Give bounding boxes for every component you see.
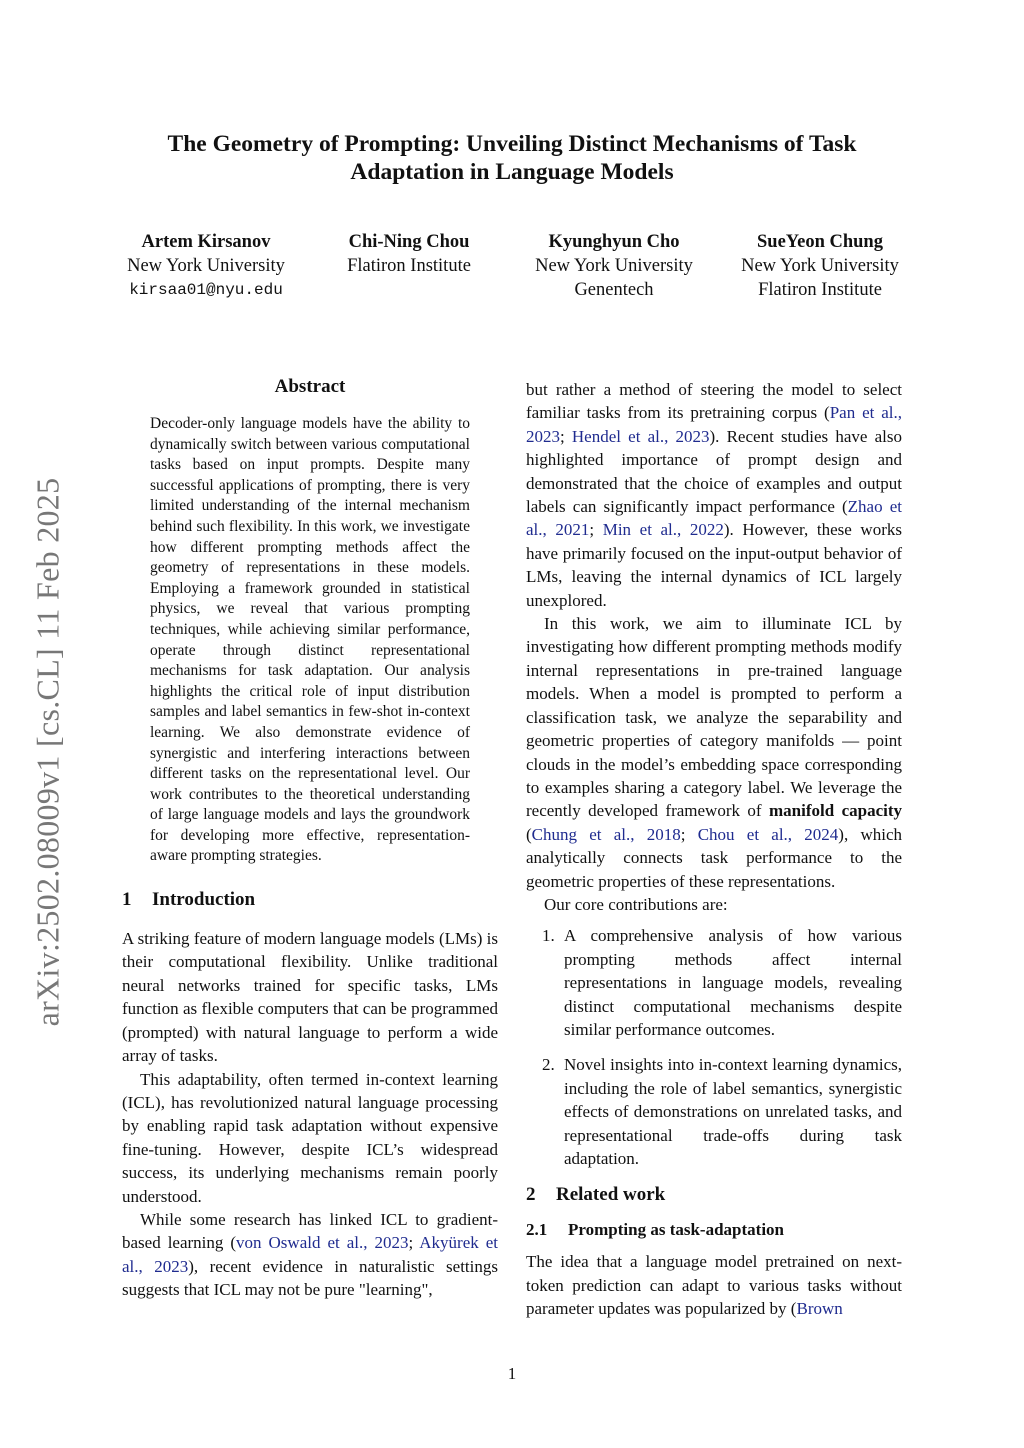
section-heading-introduction xyxy=(122,889,498,911)
author-affiliation: New York University xyxy=(741,256,899,276)
list-marker: 1. xyxy=(542,926,555,946)
author-affiliation: New York University xyxy=(535,256,693,276)
text-run: ). However, these works have primarily focused on the input-output behavior of LMs, leaving the internal dynamics of ICL largely unexplored. xyxy=(526,520,902,610)
author-affiliation: New York University xyxy=(127,256,285,276)
bold-term: manifold capacity xyxy=(768,801,903,821)
subsection-title: Prompting as task-adaptation xyxy=(568,1220,784,1240)
text-run: In this work, we aim to illuminate ICL by investigating how different prompting methods modify internal representations in pre-trained language models. When a model is prompted to perform a classification task, we analyze the separability and geometric properties of category manifolds — point clouds in the model’s embedding space corresponding to examples sharing a category label. We leverage the recently developed framework of xyxy=(526,614,902,821)
list-item xyxy=(526,1053,902,1170)
citation-link[interactable]: Chung et al., 2018 xyxy=(531,824,681,844)
citation-link[interactable]: Brown xyxy=(796,1299,843,1319)
intro-paragraph-continued xyxy=(526,378,902,612)
citation-link[interactable]: Min et al., 2022 xyxy=(602,520,724,540)
citation-link[interactable]: Zhao et al., 2021 xyxy=(526,497,902,540)
contributions-intro: Our core contributions are: xyxy=(544,894,728,914)
list-item-text: Novel insights into in-context learning dynamics, including the role of label semantics, synergistic effects of demonstrations on unrelated tasks, and representational trade-offs during task adaptation. xyxy=(564,1055,902,1168)
author-name: Artem Kirsanov xyxy=(141,232,271,252)
author-name: Kyunghyun Cho xyxy=(548,232,680,252)
page-number: 1 xyxy=(507,1364,517,1383)
citation-link[interactable]: von Oswald et al., 2023 xyxy=(236,1233,409,1253)
section-heading-related-work xyxy=(526,1184,902,1206)
author-block-1 xyxy=(106,230,306,302)
text-run: ; xyxy=(589,520,603,540)
intro-paragraph-2: This adaptability, often termed in-context learning (ICL), has revolutionized natural language processing by enabling rapid task adaptation without expensive fine-tuning. However, despite ICL’s widespread success, its underlying mechanisms remain poorly understood. xyxy=(122,1069,498,1206)
left-column xyxy=(122,376,498,1302)
citation-link[interactable]: Chou et al., 2024 xyxy=(697,824,839,844)
intro-paragraph-aim xyxy=(526,612,902,893)
section-title: Introduction xyxy=(152,889,256,911)
text-run: ; xyxy=(408,1233,420,1253)
list-item xyxy=(526,924,902,1041)
author-block-3 xyxy=(514,230,714,302)
text-run: but rather a method of steering the model to select familiar tasks from its pretraining corpus ( xyxy=(526,380,902,423)
author-affiliation: Flatiron Institute xyxy=(758,280,882,300)
contributions-list xyxy=(526,924,902,1170)
citation-link[interactable]: Pan et al., 2023 xyxy=(526,403,902,446)
citation-link[interactable]: Hendel et al., 2023 xyxy=(571,426,710,446)
subsection-heading-prompting xyxy=(526,1220,902,1240)
author-name: Chi-Ning Chou xyxy=(348,232,470,252)
intro-paragraph-1: A striking feature of modern language models (LMs) is their computational flexibility. Unlike traditional neural networks trained for specific tasks, LMs function as flexible computers that can be programmed (prompted) with natural language to perform a wide array of tasks. xyxy=(122,929,498,1066)
right-column xyxy=(526,378,902,1321)
text-run: ; xyxy=(680,824,698,844)
author-block-4 xyxy=(720,230,920,302)
text-run: ). Recent studies have also highlighted importance of prompt design and demonstrated that the choice of examples and output labels can significantly impact performance ( xyxy=(526,426,902,517)
text-run: ), which analytically connects task performance to the geometric properties of these representations. xyxy=(526,824,902,891)
section-title: Related work xyxy=(556,1184,666,1206)
list-marker: 2. xyxy=(542,1055,555,1075)
text-run: ; xyxy=(560,426,572,446)
paper-title: The Geometry of Prompting: Unveiling Distinct Mechanisms of Task Adaptation in Language Models xyxy=(167,131,857,185)
author-block-2 xyxy=(309,230,509,278)
author-email: kirsaa01@nyu.edu xyxy=(129,281,283,299)
text-run: While some research has linked ICL to gradient-based learning ( xyxy=(122,1209,498,1253)
author-name: SueYeon Chung xyxy=(757,232,883,252)
author-affiliation: Flatiron Institute xyxy=(347,256,471,276)
text-run: The idea that a language model pretrained on next-token prediction can adapt to various tasks without parameter updates was popularized by ( xyxy=(526,1252,902,1319)
section-number: 1 xyxy=(122,889,132,911)
list-item-text: A comprehensive analysis of how various prompting methods affect internal representations in language models, revealing distinct computational mechanisms despite similar performance outcomes. xyxy=(564,926,902,1039)
section-number: 2 xyxy=(526,1184,536,1206)
citation-link[interactable]: Akyürek et al., 2023 xyxy=(122,1233,498,1276)
author-affiliation: Genentech xyxy=(574,280,654,300)
related-paragraph-1 xyxy=(526,1250,902,1320)
text-run: ( xyxy=(526,824,532,844)
intro-paragraph-3 xyxy=(122,1208,498,1302)
abstract-heading: Abstract xyxy=(274,376,346,397)
text-run: ), recent evidence in naturalistic settings suggests that ICL may not be pure "learning", xyxy=(122,1256,498,1300)
abstract-text: Decoder-only language models have the ability to dynamically switch between various computational tasks based on input prompts. Despite many successful applications of prompting, there is very limited understanding of the internal mechanism behind such flexibility. In this work, we investigate how different prompting methods affect the geometry of representations in these models. Employing a framework grounded in statistical physics, we reveal that various prompting techniques, while achieving similar performance, operate through distinct representational mechanisms for task adaptation. Our analysis highlights the critical role of input distribution samples and label semantics in few-shot in-context learning. We also demonstrate evidence of synergistic and interfering interactions between different tasks on the representational level. Our work contributes to the theoretical understanding of large language models and lays the groundwork for developing more effective, representation-aware prompting strategies. xyxy=(150,415,470,865)
arxiv-identifier-stamp: arXiv:2502.08009v1 [cs.CL] 11 Feb 2025 xyxy=(29,477,66,1027)
subsection-number: 2.1 xyxy=(526,1220,548,1240)
